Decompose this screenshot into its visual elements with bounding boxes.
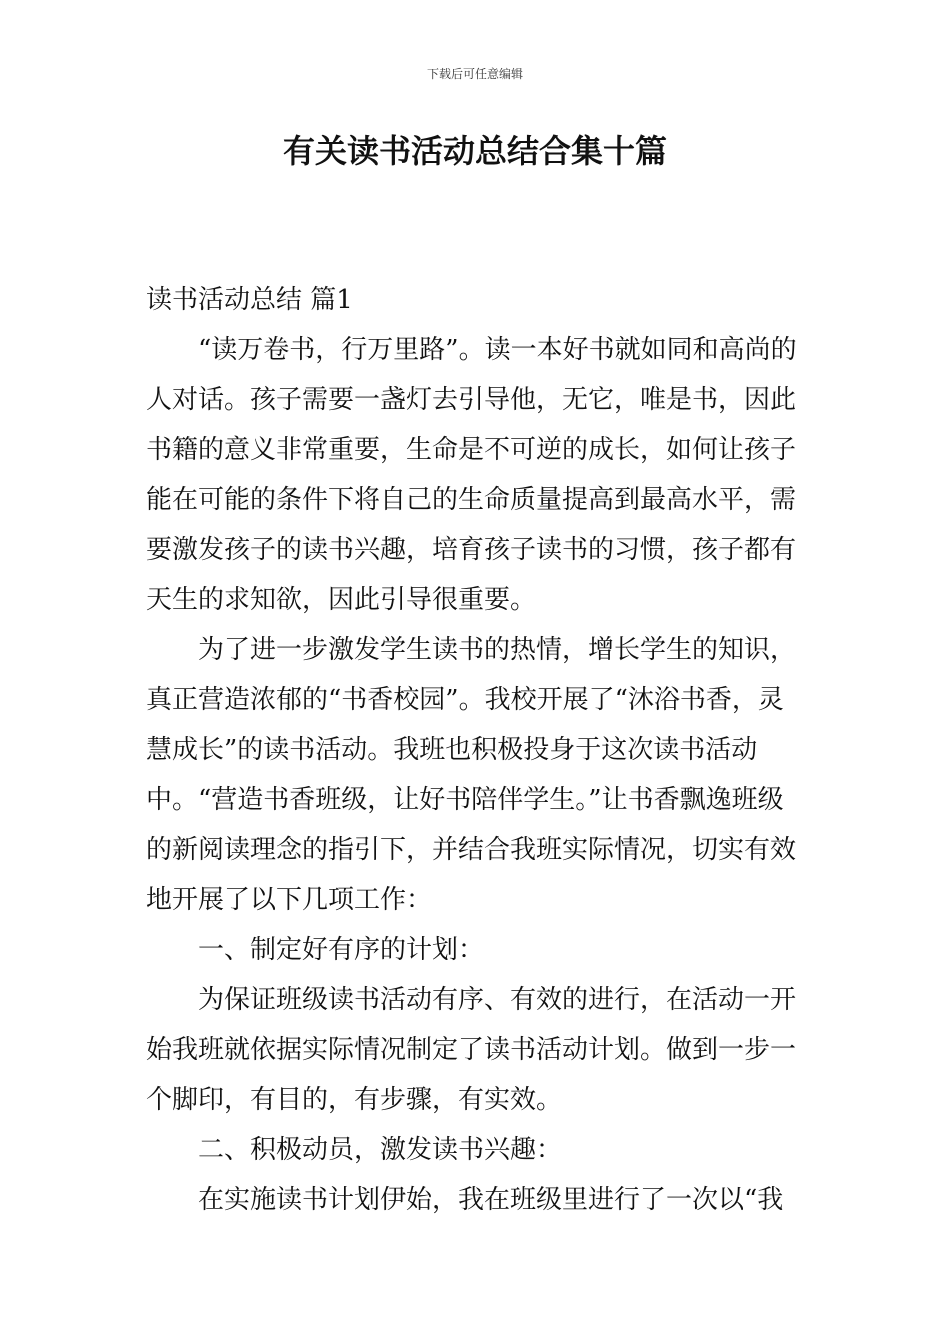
section-heading: 读书活动总结 篇1 xyxy=(146,285,353,315)
document-body xyxy=(146,275,806,1225)
page-header-note: 下载后可任意编辑 xyxy=(426,67,523,81)
subheading-plan: 一、制定好有序的计划： xyxy=(198,935,485,965)
subheading-mobilize: 二、积极动员，激发读书兴趣： xyxy=(198,1135,563,1165)
paragraph-plan: 为保证班级读书活动有序、有效的进行，在活动一开始我班就依据实际情况制定了读书活动计划。做到一步一个脚印，有目的，有步骤，有实效。 xyxy=(146,985,797,1115)
document-title: 有关读书活动总结合集十篇 xyxy=(282,132,667,170)
paragraph-intro: “读万卷书，行万里路”。读一本好书就如同和高尚的人对话。孩子需要一盏灯去引导他，无它，唯是书，因此书籍的意义非常重要，生命是不可逆的成长，如何让孩子能在可能的条件下将自己的生命质量提高到最高水平，需要激发孩子的读书兴趣，培育孩子读书的习惯，孩子都有天生的求知欲，因此引导很重要。 xyxy=(146,335,797,615)
paragraph-mobilize: 在实施读书计划伊始，我在班级里进行了一次以“我 xyxy=(198,1185,784,1215)
paragraph-background: 为了进一步激发学生读书的热情，增长学生的知识，真正营造浓郁的“书香校园”。我校开展了“沐浴书香，灵慧成长”的读书活动。我班也积极投身于这次读书活动中。“营造书香班级，让好书陪伴学生。”让书香飘逸班级的新阅读理念的指引下，并结合我班实际情况，切实有效地开展了以下几项工作： xyxy=(146,635,797,915)
